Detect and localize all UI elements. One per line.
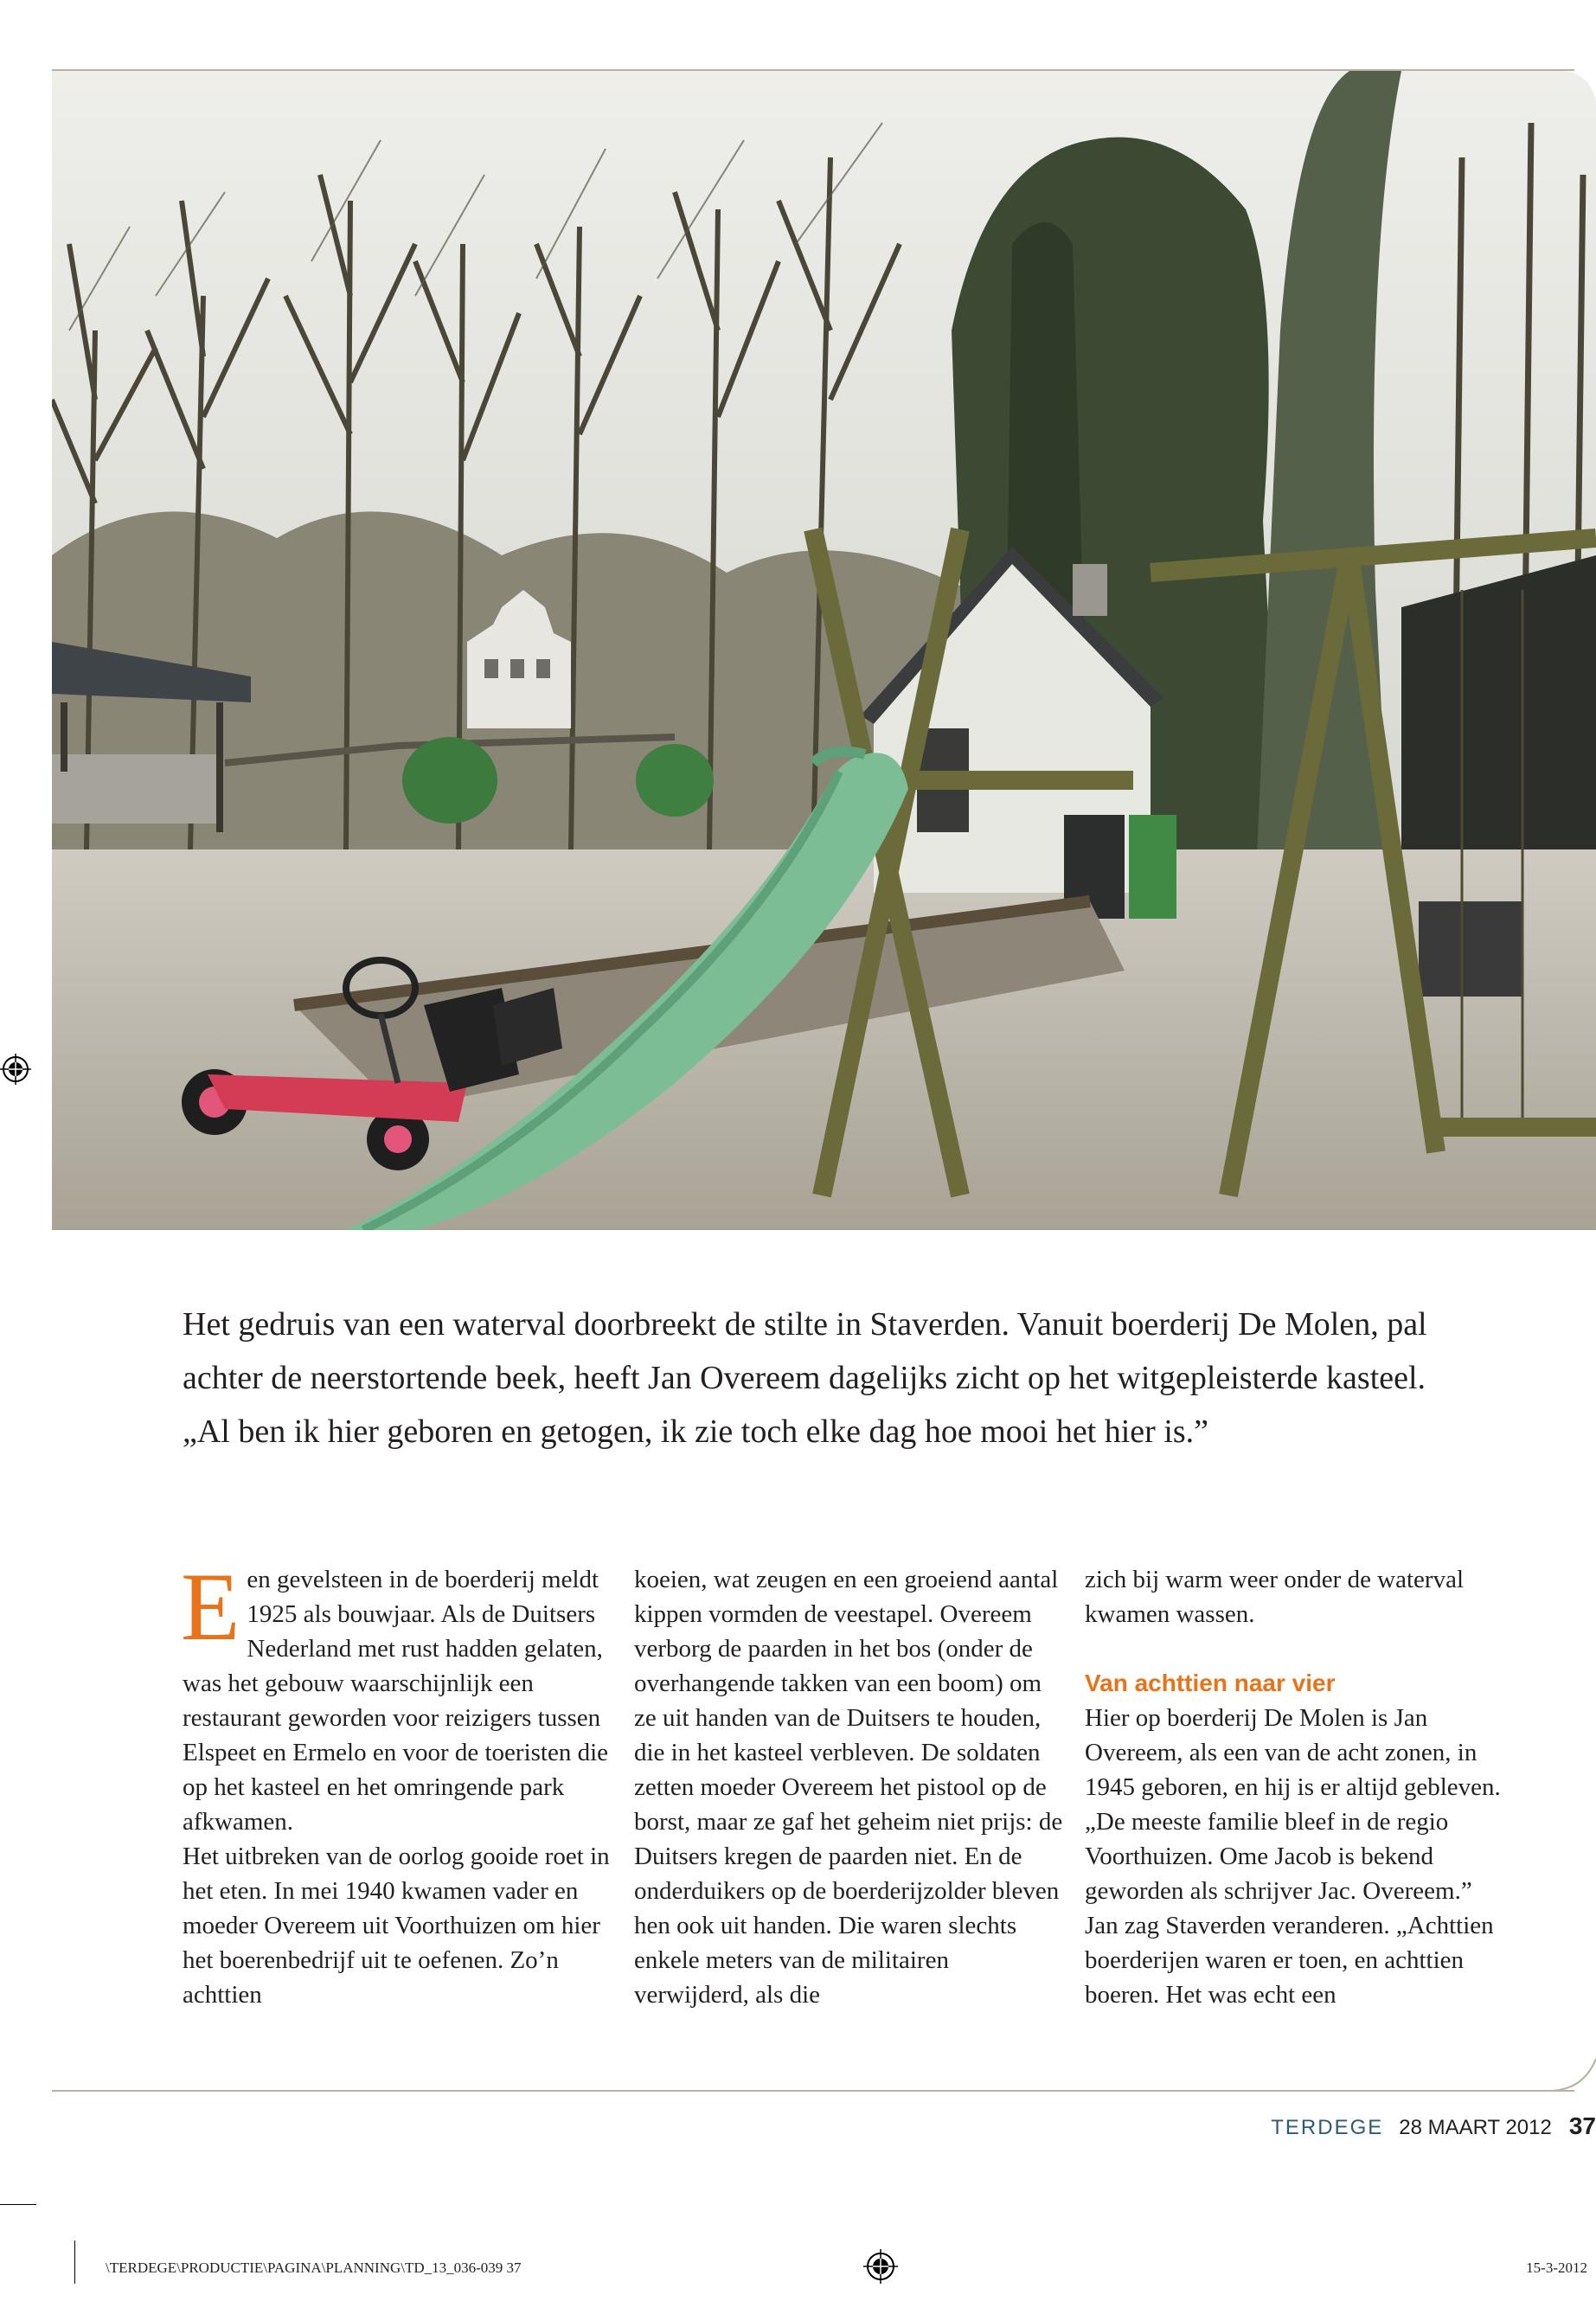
playground-photo xyxy=(52,71,1596,1230)
crop-mark xyxy=(0,2204,36,2205)
paragraph: koeien, wat zeugen en een groeiend aantal kippen vormden de veestapel. Overeem verborg de paarden in het bos (onder de overhangende takken van een boom) om ze uit handen van de Duitsers te houden, die in het kasteel verbleven. De soldaten zetten moeder Overeem het pistool op de borst, maar ze gaf het geheim niet prijs: de Duitsers kregen de paarden niet. En de onderduikers op de boerderijzolder bleven hen ook uit handen. Die waren slechts enkele meters van de militairen verwijderd, als die xyxy=(634,1566,1063,2009)
print-slug-path: \TERDEGE\PRODUCTIE\PAGINA\PLANNING\TD_13_036-039 37 xyxy=(106,2259,522,2276)
column-3 xyxy=(1085,1562,1517,2012)
page-corner-curve xyxy=(1548,2059,1596,2093)
registration-mark-icon xyxy=(0,1054,31,1085)
dropcap: E xyxy=(181,1554,240,1661)
paragraph-text: en gevelsteen in de boerderij meldt 1925 als bouwjaar. Als de Duitsers Nederland met rust hadden gelaten, was het gebouw waarschijnlijk een restaurant geworden voor reizigers tussen Elspeet en Ermelo en voor de toeristen die op het kasteel en het omringende park afkwamen. xyxy=(183,1566,609,1836)
section-subhead: Van achttien naar vier xyxy=(1085,1670,1336,1696)
magazine-name: TERDEGE xyxy=(1271,2116,1384,2139)
column-2 xyxy=(634,1562,1067,2012)
paragraph: Jan zag Staverden veranderen. „Achttien boerderijen waren er toen, en achttien boeren. Het was echt een xyxy=(1085,1912,1494,2009)
issue-date: 28 MAART 2012 xyxy=(1399,2116,1552,2139)
photo-illustration xyxy=(52,71,1596,1230)
paragraph: zich bij warm weer onder de waterval kwamen wassen. xyxy=(1085,1566,1465,1628)
print-slug-date: 15-3-2012 xyxy=(1526,2259,1587,2276)
paragraph: Hier op boerderij De Molen is Jan Overeem, als een van de acht zonen, in 1945 geboren, en hij is er altijd gebleven. „De meeste familie bleef in de regio Voorthuizen. Ome Jacob is bekend geworden als schrijver Jac. Overeem.” xyxy=(1085,1704,1501,1905)
page-footer xyxy=(1271,2112,1596,2140)
bottom-rule xyxy=(52,2090,1574,2092)
column-1 xyxy=(181,1554,615,2012)
intro-text: Het gedruis van een waterval doorbreekt de stilte in Staverden. Vanuit boerderij De Molen, pal achter de neerstortende beek, heeft Jan Overeem dagelijks zicht op het witgepleisterde kasteel. „Al ben ik hier geboren en getogen, ik zie toch elke dag hoe mooi het hier is.” xyxy=(183,1306,1427,1450)
paragraph: Het uitbreken van de oorlog gooide roet in het eten. In mei 1940 kwamen vader en moeder Overeem uit Voorthuizen om hier het boerenbedrijf uit te oefenen. Zo’n achttien xyxy=(183,1843,610,2009)
paragraph xyxy=(181,1554,615,1839)
page-number: 37 xyxy=(1568,2112,1596,2139)
crop-mark xyxy=(74,2240,75,2284)
registration-mark-icon xyxy=(863,2249,898,2284)
